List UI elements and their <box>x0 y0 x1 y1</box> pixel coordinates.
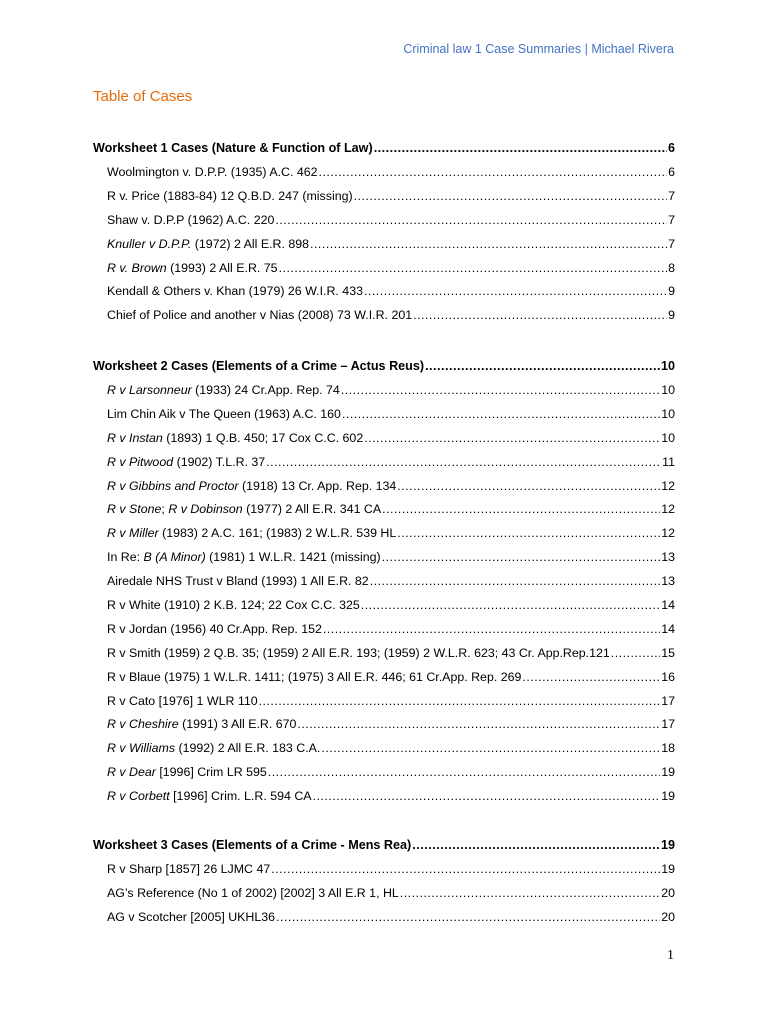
page-ref: 12 <box>661 478 675 493</box>
toc-entry[interactable] <box>93 213 675 237</box>
toc-heading[interactable] <box>93 838 675 862</box>
toc-section <box>93 359 675 813</box>
page-ref: 14 <box>661 598 675 613</box>
citation-text: Airedale NHS Trust v Bland (1993) 1 All E.R. 82 <box>107 574 369 589</box>
dot-leader <box>321 741 660 755</box>
toc-entry[interactable] <box>93 237 675 261</box>
case-citation <box>107 646 610 660</box>
page-ref: 20 <box>661 909 675 924</box>
toc-heading-label: Worksheet 2 Cases (Elements of a Crime – Actus Reus) <box>93 359 425 373</box>
case-citation <box>107 862 270 876</box>
dot-leader <box>342 407 660 421</box>
dot-leader <box>370 574 661 588</box>
case-citation <box>107 261 278 275</box>
page-ref: 19 <box>660 838 675 852</box>
page-ref: 6 <box>667 141 675 155</box>
case-name: R v Gibbins and Proctor <box>107 478 239 493</box>
toc-entry[interactable] <box>93 526 675 550</box>
dot-leader <box>413 308 667 322</box>
toc-heading-label: Worksheet 3 Cases (Elements of a Crime - Mens Rea) <box>93 838 412 852</box>
dot-leader <box>279 261 668 275</box>
dot-leader <box>266 455 661 469</box>
page-ref: 10 <box>661 430 675 445</box>
case-citation <box>107 237 309 251</box>
citation-text: Shaw v. D.P.P (1962) A.C. 220 <box>107 212 275 227</box>
page-ref: 19 <box>661 789 675 804</box>
case-citation <box>107 165 318 179</box>
case-name: R v Larsonneur <box>107 383 192 397</box>
toc-entry[interactable] <box>93 550 675 574</box>
case-citation <box>107 765 267 779</box>
citation-text: (1902) T.L.R. 37 <box>173 454 266 469</box>
case-citation <box>107 284 363 298</box>
toc-entry[interactable] <box>93 383 675 407</box>
dot-leader <box>400 886 660 900</box>
case-citation <box>107 479 396 493</box>
page-ref: 16 <box>661 669 675 684</box>
dot-leader <box>611 646 660 660</box>
case-name: R v. Brown <box>107 260 167 275</box>
case-name: R v Williams <box>107 741 176 756</box>
page-ref: 10 <box>661 383 675 397</box>
toc-entry[interactable] <box>93 622 675 646</box>
dot-leader <box>361 598 660 612</box>
case-name: R v Corbett <box>107 789 170 804</box>
page-ref: 7 <box>668 188 675 203</box>
toc-entry[interactable] <box>93 261 675 285</box>
toc-entry[interactable] <box>93 431 675 455</box>
toc-entry[interactable] <box>93 765 675 789</box>
toc-entry[interactable] <box>93 646 675 670</box>
case-name: B (A Minor) <box>143 550 206 565</box>
case-citation <box>107 502 381 516</box>
dot-leader <box>313 789 661 803</box>
case-citation <box>107 910 275 924</box>
dot-leader <box>319 165 668 179</box>
case-citation <box>107 189 353 203</box>
dot-leader <box>259 694 661 708</box>
toc-entry[interactable] <box>93 741 675 765</box>
case-citation <box>107 455 265 469</box>
citation-text: (1983) 2 A.C. 161; (1983) 2 W.L.R. 539 HL <box>158 526 397 541</box>
dot-leader <box>364 284 667 298</box>
dot-leader <box>297 717 660 731</box>
toc-title: Table of Cases <box>93 88 193 105</box>
page-ref: 15 <box>661 645 675 660</box>
case-citation <box>107 670 521 684</box>
case-citation <box>107 694 258 708</box>
citation-text: In Re: <box>107 550 144 565</box>
citation-text: (1992) 2 All E.R. 183 C.A. <box>175 741 321 756</box>
page-ref: 9 <box>668 308 675 323</box>
case-citation <box>107 550 381 564</box>
citation-text: (1977) 2 All E.R. 341 CA <box>242 502 382 517</box>
toc-entry[interactable] <box>93 455 675 479</box>
case-citation <box>107 383 340 397</box>
toc-entry[interactable] <box>93 189 675 213</box>
page-ref: 20 <box>661 885 675 900</box>
page-ref: 12 <box>661 526 675 541</box>
citation-text: R v White (1910) 2 K.B. 124; 22 Cox C.C. 325 <box>107 598 360 613</box>
toc-section <box>93 141 675 332</box>
citation-text: (1972) 2 All E.R. 898 <box>191 236 310 251</box>
page-ref: 9 <box>668 284 675 299</box>
citation-text: R v Smith (1959) 2 Q.B. 35; (1959) 2 All E.R. 193; (1959) 2 W.L.R. 623; 43 Cr. App.Rep.121 <box>107 645 610 660</box>
citation-text: Kendall & Others v. Khan (1979) 26 W.I.R. 433 <box>107 284 363 299</box>
toc-entry[interactable] <box>93 789 675 813</box>
dot-leader <box>397 479 660 493</box>
case-citation <box>107 717 296 731</box>
page-ref: 13 <box>661 550 675 565</box>
dot-leader <box>323 622 660 636</box>
page-ref: 11 <box>662 454 675 469</box>
page-ref: 7 <box>668 212 675 227</box>
citation-text: R v Jordan (1956) 40 Cr.App. Rep. 152 <box>107 621 322 636</box>
toc-heading[interactable] <box>93 359 675 383</box>
citation-text: AG’s Reference (No 1 of 2002) [2002] 3 All E.R 1, HL <box>107 885 399 900</box>
case-citation <box>107 407 341 421</box>
case-name: R v Cheshire <box>107 717 179 732</box>
page-ref: 10 <box>660 359 675 373</box>
citation-text: Woolmington v. D.P.P. (1935) A.C. 462 <box>107 165 318 179</box>
case-name: R v Stone <box>107 502 162 517</box>
page-ref: 14 <box>661 621 675 636</box>
dot-leader <box>271 862 660 876</box>
toc-entry[interactable] <box>93 574 675 598</box>
citation-text: R v Blaue (1975) 1 W.L.R. 1411; (1975) 3 All E.R. 446; 61 Cr.App. Rep. 269 <box>107 669 522 684</box>
toc-section <box>93 838 675 934</box>
citation-text: (1993) 2 All E.R. 75 <box>166 260 278 275</box>
dot-leader <box>354 189 667 203</box>
case-citation <box>107 789 312 803</box>
citation-text: [1996] Crim. L.R. 594 CA <box>169 789 312 804</box>
case-name: R v Dobinson <box>168 502 243 517</box>
toc-entry[interactable] <box>93 717 675 741</box>
case-name: Knuller v D.P.P. <box>107 236 192 251</box>
dot-leader <box>364 431 660 445</box>
case-citation <box>107 741 320 755</box>
toc-entry[interactable] <box>93 910 675 934</box>
case-citation <box>107 431 363 445</box>
toc-entry[interactable] <box>93 886 675 910</box>
citation-text: R v Cato [1976] 1 WLR 110 <box>107 693 258 708</box>
citation-text: R v Sharp [1857] 26 LJMC 47 <box>107 862 271 876</box>
toc-heading[interactable] <box>93 141 675 165</box>
citation-text: (1933) 24 Cr.App. Rep. 74 <box>191 383 340 397</box>
toc-entry[interactable] <box>93 670 675 694</box>
dot-leader <box>374 141 667 155</box>
citation-text: AG v Scotcher [2005] UKHL36 <box>107 909 276 924</box>
toc-entry[interactable] <box>93 598 675 622</box>
case-citation <box>107 574 369 588</box>
case-citation <box>107 598 360 612</box>
citation-text: ; <box>161 502 169 517</box>
case-citation <box>107 308 412 322</box>
page-ref: 19 <box>661 765 675 780</box>
dot-leader <box>341 383 660 397</box>
dot-leader <box>275 213 667 227</box>
case-name: R v Miller <box>107 526 159 541</box>
toc-entry[interactable] <box>93 165 675 189</box>
toc-entry[interactable] <box>93 407 675 431</box>
citation-text: Lim Chin Aik v The Queen (1963) A.C. 160 <box>107 406 341 421</box>
dot-leader <box>382 550 661 564</box>
citation-text: (1918) 13 Cr. App. Rep. 134 <box>238 478 397 493</box>
case-citation <box>107 213 274 227</box>
citation-text: (1981) 1 W.L.R. 1421 (missing) <box>205 550 381 565</box>
page-ref: 6 <box>668 165 675 179</box>
toc-heading-label: Worksheet 1 Cases (Nature & Function of Law) <box>93 141 373 155</box>
citation-text: (1893) 1 Q.B. 450; 17 Cox C.C. 602 <box>162 430 364 445</box>
page-ref: 18 <box>661 741 675 756</box>
case-name: R v Instan <box>107 430 163 445</box>
dot-leader <box>397 526 660 540</box>
page-number: 1 <box>667 948 674 963</box>
toc-entry[interactable] <box>93 862 675 886</box>
toc-entry[interactable] <box>93 694 675 718</box>
case-name: R v Pitwood <box>107 454 174 469</box>
page-ref: 19 <box>661 862 675 876</box>
case-name: R v Dear <box>107 765 156 780</box>
page-ref: 8 <box>668 260 675 275</box>
page-ref: 13 <box>661 574 675 589</box>
case-citation <box>107 622 322 636</box>
dot-leader <box>412 838 660 852</box>
citation-text: R v. Price (1883-84) 12 Q.B.D. 247 (missing) <box>107 188 353 203</box>
toc-entry[interactable] <box>93 479 675 503</box>
dot-leader <box>425 359 660 373</box>
page-ref: 12 <box>661 502 675 517</box>
toc-entry[interactable] <box>93 284 675 308</box>
page-ref: 10 <box>661 406 675 421</box>
case-citation <box>107 526 396 540</box>
dot-leader <box>310 237 667 251</box>
dot-leader <box>268 765 660 779</box>
dot-leader <box>276 910 660 924</box>
case-citation <box>107 886 399 900</box>
page-ref: 7 <box>668 236 675 251</box>
page-ref: 17 <box>661 717 675 732</box>
citation-text: (1991) 3 All E.R. 670 <box>178 717 297 732</box>
citation-text: Chief of Police and another v Nias (2008) 73 W.I.R. 201 <box>107 308 413 323</box>
citation-text: [1996] Crim LR 595 <box>155 765 267 780</box>
dot-leader <box>382 502 660 516</box>
toc-entry[interactable] <box>93 502 675 526</box>
toc-entry[interactable] <box>93 308 675 332</box>
running-header: Criminal law 1 Case Summaries | Michael Rivera <box>403 42 674 56</box>
page-ref: 17 <box>661 693 675 708</box>
dot-leader <box>522 670 660 684</box>
